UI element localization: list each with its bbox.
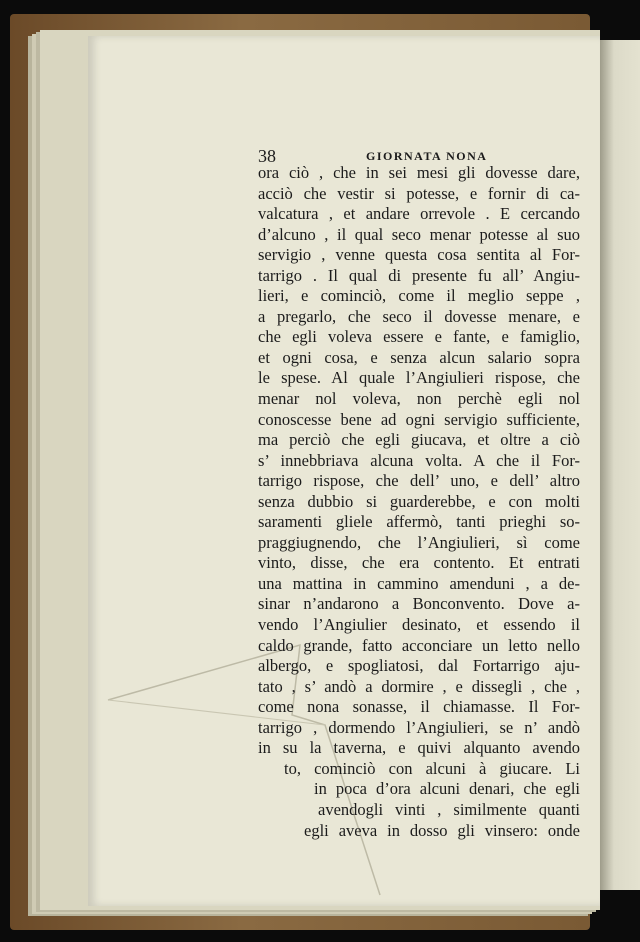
text-line: avendogli vinti , similmente quanti (318, 799, 580, 819)
text-line: s’ innebbriava alcuna volta. A che il For- (258, 450, 580, 470)
text-line: menar nol voleva, non perchè egli nol (258, 389, 580, 409)
text-line: praggiugnendo, che l’Angiulieri, sì come (258, 532, 580, 552)
text-line: in su la taverna, e quivi alquanto avendo (258, 738, 580, 758)
text-line: d’alcuno , il qual seco menar potesse al suo (258, 224, 580, 244)
text-line: albergo, e spogliatosi, dal Fortarrigo aju- (258, 656, 580, 676)
text-line: ora ciò , che in sei mesi gli dovesse dare, (258, 163, 580, 182)
text-line: caldo grande, fatto acconciare un letto nello (258, 635, 580, 655)
text-line: conoscesse bene ad ogni servigio sufficiente, (258, 409, 580, 429)
facing-page-edge (600, 40, 640, 890)
text-line: a pregarlo, che seco il dovesse menare, e (258, 306, 580, 326)
text-line: in poca d’ora alcuni denari, che egli (314, 779, 580, 799)
text-line: servigio , venne questa cosa sentita al For- (258, 245, 580, 265)
text-line: vendo l’Angiulier desinato, et essendo il (258, 615, 580, 635)
text-line: saramenti gliele affermò, tanti prieghi so- (258, 512, 580, 532)
text-block (258, 163, 580, 841)
text-line: egli aveva in dosso gli vinsero: onde (304, 820, 580, 840)
text-line: valcatura , et andare orrevole . E cercando (258, 204, 580, 224)
text-line: che egli voleva essere e fante, e famiglio, (258, 327, 580, 347)
text-line: acciò che vestir si potesse, e fornir di ca- (258, 183, 580, 203)
text-line: vinto, disse, che era contento. Et entrati (258, 553, 580, 573)
text-line: senza dubbio si guarderebbe, e con molti (258, 491, 580, 511)
running-title: GIORNATA NONA (366, 149, 488, 163)
text-line: lieri, e cominciò, come il meglio seppe , (258, 286, 580, 306)
text-line: ma perciò che egli giucava, et oltre a ciò (258, 430, 580, 450)
text-line: le spese. Al quale l’Angiulieri rispose, che (258, 368, 580, 388)
text-line: tarrigo . Il qual di presente fu all’ Angiu- (258, 265, 580, 285)
page-number: 38 (258, 146, 276, 166)
text-line: tarrigo , dormendo l’Angiulieri, se n’ andò (258, 717, 580, 737)
text-line: to, cominciò con alcuni à giucare. Li (284, 758, 580, 778)
text-line: come nona sonasse, il chiamasse. Il For- (258, 697, 580, 717)
text-line: tato , s’ andò a dormire , e dissegli , che , (258, 676, 580, 696)
text-line: una mattina in cammino amenduni , a de- (258, 573, 580, 593)
text-line: sinar n’andarono a Bonconvento. Dove a- (258, 594, 580, 614)
text-line: tarrigo rispose, che dell’ uno, e dell’ altro (258, 471, 580, 491)
text-line: et ogni cosa, e senza alcun salario sopra (258, 347, 580, 367)
